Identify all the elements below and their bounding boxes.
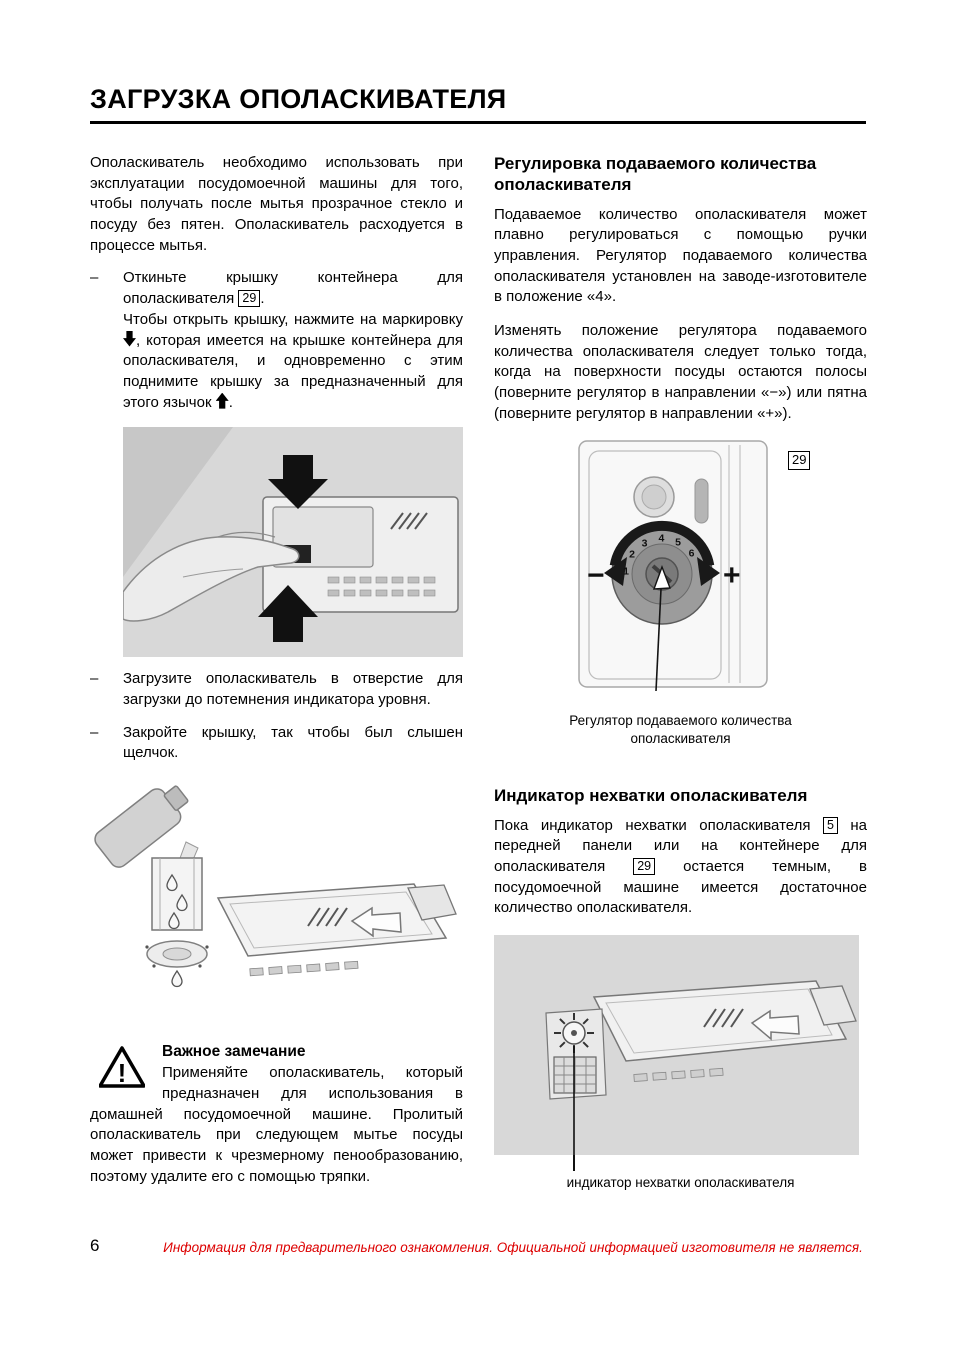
left-column	[90, 153, 463, 1188]
list-item-open-lid	[90, 268, 463, 413]
svg-text:3: 3	[641, 537, 648, 550]
svg-text:1: 1	[623, 565, 629, 578]
minus-label: −	[587, 559, 605, 593]
regulator-drawing	[577, 439, 777, 704]
up-arrow-icon	[216, 393, 229, 409]
svg-text:4: 4	[658, 532, 665, 545]
regulator-paragraph-1: Подаваемое количество ополаскивателя может плавно регулироваться с помощью ручки управления. Регулятор подаваемого количества ополаскивателя установлен на заводе-изготовителе в положение «4».	[494, 205, 867, 306]
indicator-drawing	[494, 935, 859, 1155]
open-lid-drawing	[123, 427, 463, 657]
svg-text:5: 5	[675, 536, 681, 549]
ref-box: 5	[823, 817, 838, 834]
warning-icon	[99, 1045, 145, 1089]
bullet-dash: –	[90, 269, 99, 287]
figure-open-lid-illustration	[123, 427, 463, 657]
warning-note	[90, 1041, 463, 1188]
plus-label: +	[723, 559, 741, 593]
bullet-dash: –	[90, 670, 99, 688]
regulator-caption: Регулятор подаваемого количества ополаскивателя	[569, 713, 792, 746]
warning-text: Применяйте ополаскиватель, который предназначен для использования в домашней посудомоечной машине. Пролитый ополаскиватель при следующем мытье посуды может привести к чрезмерному пенообразованию, поэтому удалите его с помощью тряпки.	[90, 1064, 463, 1185]
pouring-drawing	[90, 780, 460, 1015]
ref-box: 29	[788, 451, 810, 469]
fill-opening-cross-section	[145, 858, 208, 987]
bullet-text: Откиньте крышку контейнера для ополаскивателя 29 . Чтобы открыть крышку, нажмите на маркировку , которая имеется на крышке контейнера для ополаскивателя, и одновременно с этим поднимите крышку за предназначенный для этого язычок .	[123, 269, 463, 411]
bullet-dash: –	[90, 723, 99, 741]
footer-disclaimer: Информация для предварительного ознакомления. Официальной информацией изготовителя не является.	[163, 1240, 863, 1255]
warning-title: Важное замечание	[162, 1043, 306, 1060]
figure-regulator-illustration	[494, 439, 867, 704]
indicator-paragraph: Пока индикатор нехватки ополаскивателя 5 на передней панели или на контейнере для ополаскивателя 29 остается темным, в посудомоечной машине имеется достаточное количество ополаскивателя.	[494, 816, 868, 917]
bullet-text: Закройте крышку, так чтобы был слышен щелчок.	[123, 723, 463, 762]
down-arrow-icon	[123, 331, 136, 347]
indicator-caption: индикатор нехватки ополаскивателя	[566, 1175, 795, 1191]
ref-box: 29	[633, 858, 655, 875]
figure-pouring-illustration	[90, 780, 463, 1015]
regulator-paragraph-2: Изменять положение регулятора подаваемого количества ополаскивателя следует только тогда, когда на поверхности посуды остаются полосы (поверните регулятор в направлении «−») или пятна (поверните регулятор в направлении «+»).	[494, 321, 867, 422]
list-item-close	[90, 723, 463, 764]
grate	[554, 1057, 596, 1093]
section-heading-regulator: Регулировка подаваемого количества ополаскивателя	[494, 154, 817, 195]
ref-box: 29	[238, 290, 260, 307]
svg-text:6: 6	[688, 547, 695, 560]
section-heading-indicator: Индикатор нехватки ополаскивателя	[494, 786, 808, 806]
bullet-text: Загрузите ополаскиватель в отверстие для загрузки до потемнения индикатора уровня.	[123, 670, 463, 708]
title-rule	[90, 121, 866, 124]
svg-text:2: 2	[629, 548, 635, 561]
intro-paragraph: Ополаскиватель необходимо использовать при эксплуатации посудомоечной машины для того, чтобы получать после мытья прозрачное стекло и посуду без пятен. Ополаскиватель расходуется в процессе мытья.	[90, 154, 463, 254]
page-title: ЗАГРУЗКА ОПОЛАСКИВАТЕЛЯ	[90, 84, 507, 114]
figure-indicator-illustration	[494, 935, 867, 1155]
page-number: 6	[90, 1236, 100, 1255]
list-item-fill	[90, 669, 463, 710]
pointer-line-extension	[573, 1155, 575, 1171]
right-column	[494, 153, 867, 1192]
svg-text:!: !	[117, 1058, 127, 1088]
